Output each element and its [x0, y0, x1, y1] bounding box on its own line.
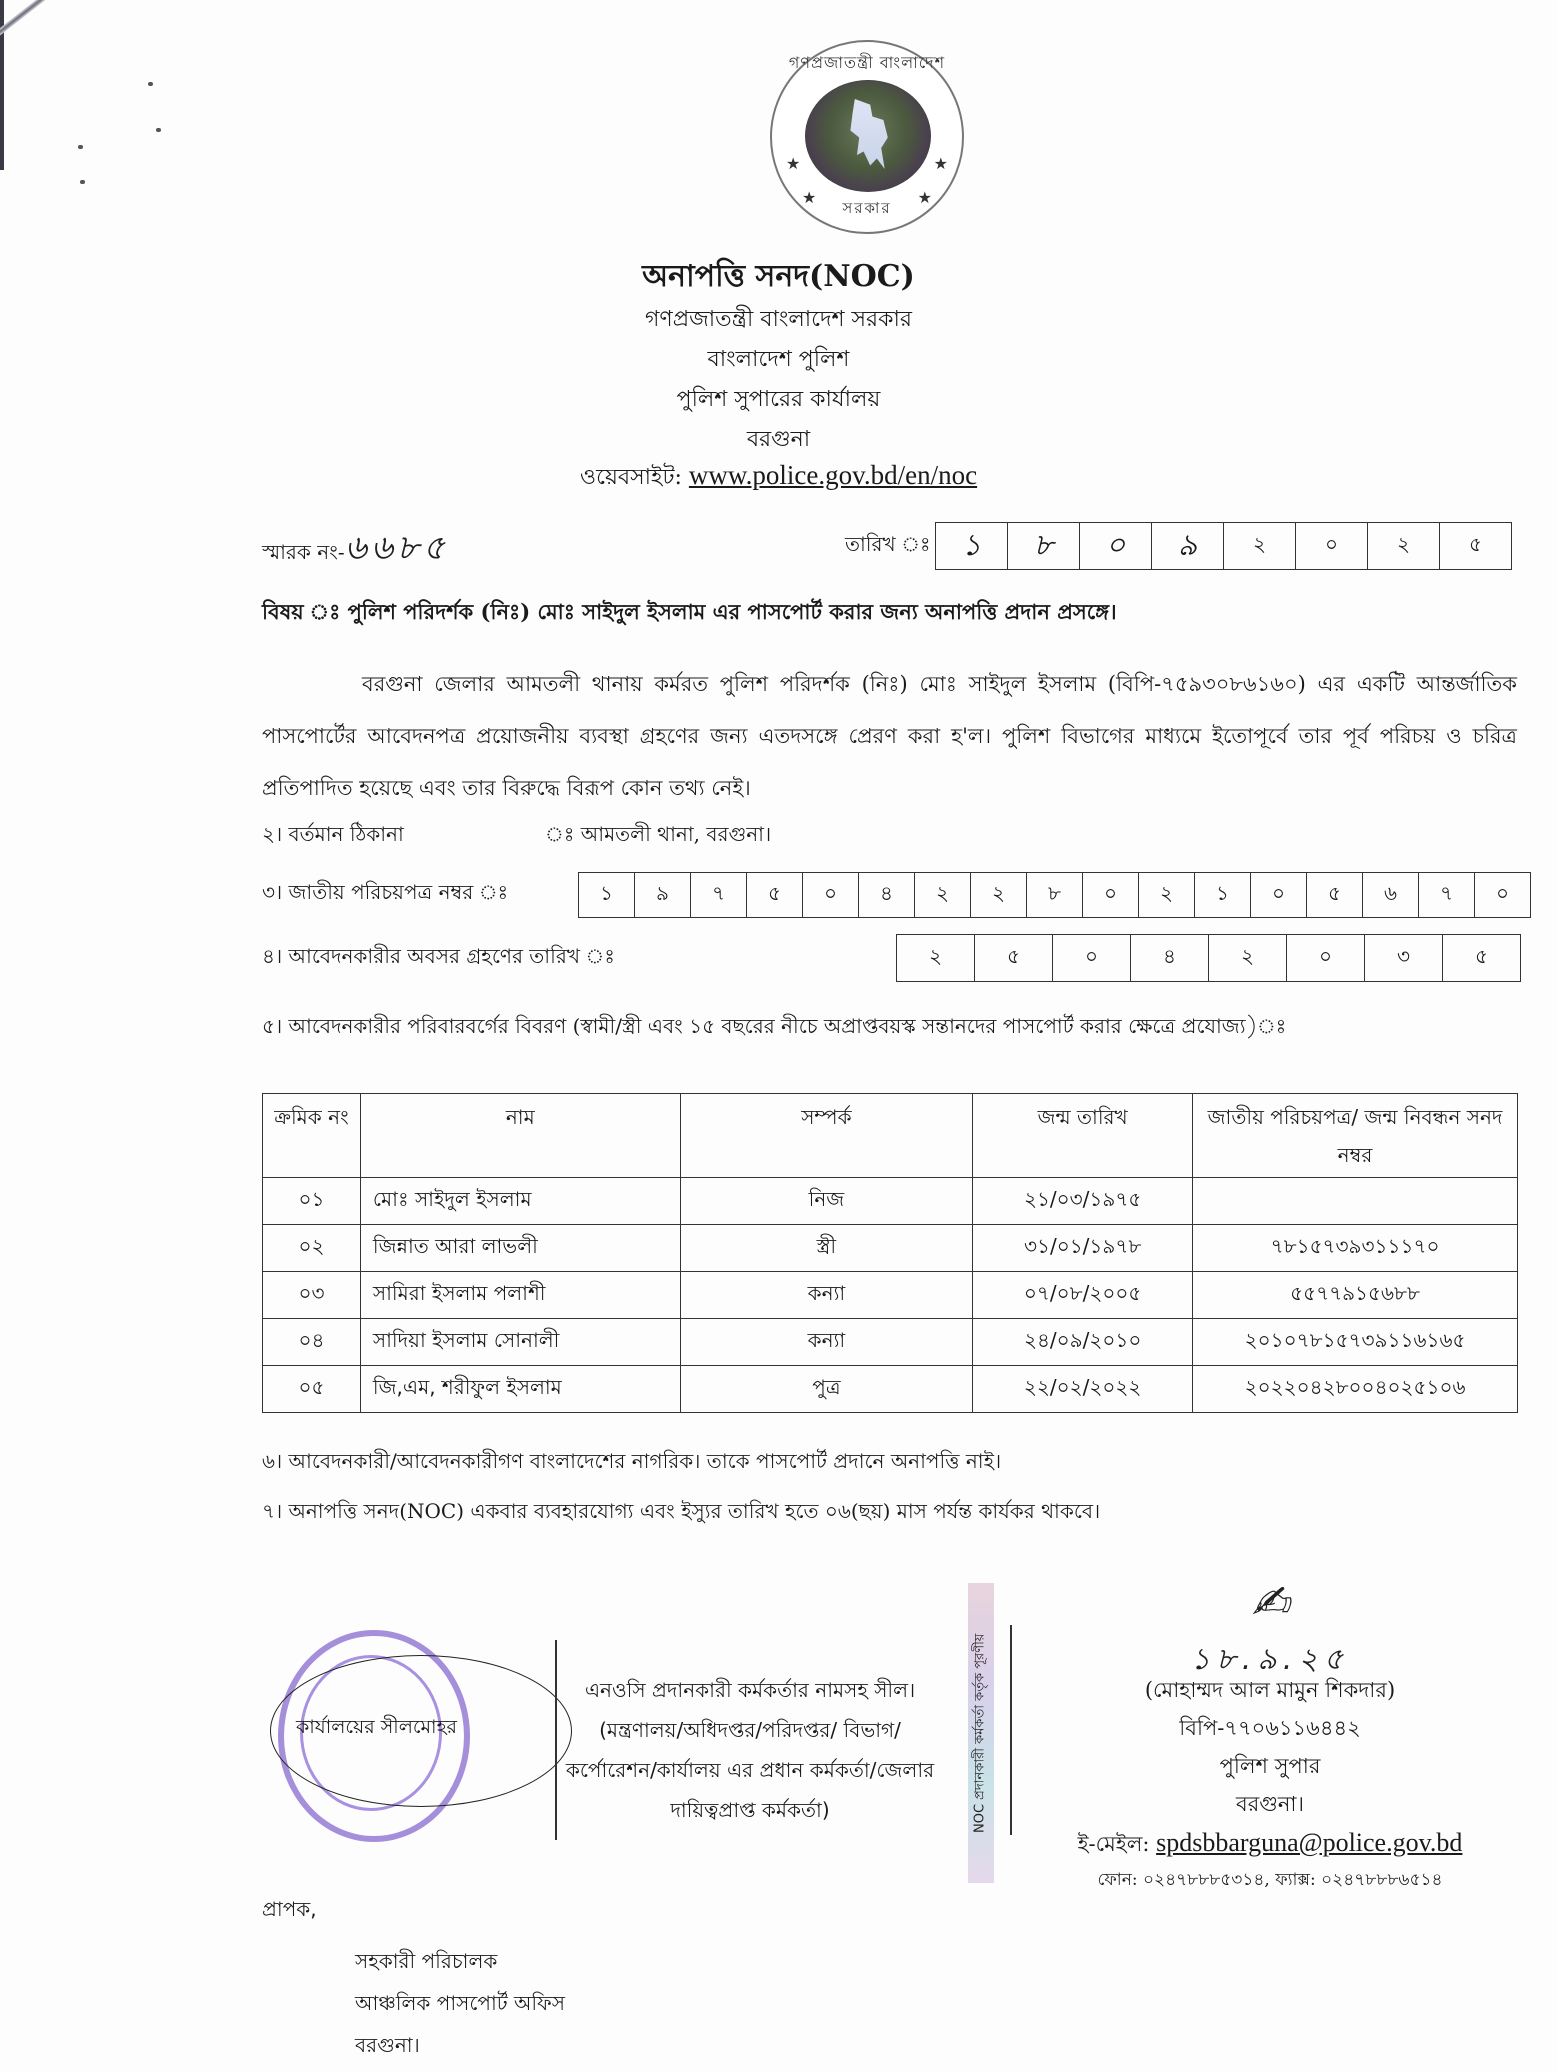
signatory-designation: পুলিশ সুপার: [1219, 1754, 1321, 1778]
recipient-line-district: বরগুনা।: [355, 2033, 420, 2057]
header-line-office: পুলিশ সুপারের কার্যালয়: [676, 387, 881, 412]
nid-digit-box: ৭: [1419, 873, 1475, 917]
address-label: ২। বর্তমান ঠিকানা: [262, 822, 404, 846]
office-seal-caption: কার্যালয়ের সীলমোহর: [296, 1716, 458, 1738]
scan-speck: [148, 82, 153, 86]
bangladesh-map-icon: [805, 80, 931, 192]
cell-relation: নিজ: [680, 1178, 973, 1225]
signatory-block: [1030, 1575, 1510, 1896]
memo-label: স্মারক নং-: [262, 540, 345, 564]
recipient-line-office: আঞ্চলিক পাসপোর্ট অফিস: [355, 1991, 565, 2015]
cell-dob: ২২/০২/২০২২: [973, 1366, 1193, 1413]
retirement-digit-box: ৫: [1475, 943, 1488, 968]
nid-digit-box: ০: [1083, 873, 1139, 917]
cell-name: মোঃ সাইদুল ইসলাম: [360, 1178, 680, 1225]
cell-id-number: ২০১০৭৮১৫৭৩৯১১৬১৬৫: [1193, 1319, 1518, 1366]
document-title: অনাপত্তি সনদ(NOC): [642, 259, 915, 294]
cell-relation: স্ত্রী: [680, 1225, 973, 1272]
website-link[interactable]: www.police.gov.bd/en/noc: [688, 460, 978, 490]
nid-boxes: [578, 872, 1531, 918]
header-line-district: বরগুনা: [746, 427, 811, 452]
memo-value: ৬৬৮৫: [344, 528, 449, 568]
nid-digit-box: ২: [971, 873, 1027, 917]
star-icon: ★: [933, 154, 948, 173]
table-row: [263, 1225, 1518, 1272]
family-table: [262, 1093, 1518, 1413]
cell-relation: কন্যা: [680, 1319, 973, 1366]
date-digit-box: ০: [1296, 523, 1368, 569]
address-value: ঃ আমতলী থানা, বরগুনা।: [545, 822, 772, 846]
subject-line: বিষয় ঃ পুলিশ পরিদর্শক (নিঃ) মোঃ সাইদুল ইসলাম এর পাসপোর্ট করার জন্য অনাপত্তি প্রদান প্রসঙ্গে।: [262, 599, 1117, 624]
email-label: ই-মেইল:: [1077, 1832, 1150, 1856]
validity-note: ৭। অনাপত্তি সনদ(NOC) একবার ব্যবহারযোগ্য এবং ইস্যুর তারিখ হতে ০৬(ছয়) মাস পর্যন্ত কার্যকর থাকবে।: [262, 1499, 1101, 1523]
cell-serial: ০১: [263, 1178, 361, 1225]
cell-id-number: ২০২২০৪২৮০০৪০২৫১০৬: [1193, 1366, 1518, 1413]
recipient-label: প্রাপক,: [262, 1897, 317, 1921]
date-digit-box: ২: [1368, 523, 1440, 569]
date-digit-box: ৯: [1152, 523, 1224, 569]
nid-digit-box: ৪: [859, 873, 915, 917]
seal-bottom-text: সরকার: [842, 199, 892, 217]
scan-speck: [78, 145, 83, 149]
date-digit-box: ০: [1080, 523, 1152, 569]
table-row: [263, 1366, 1518, 1413]
nid-digit-box: ৭: [691, 873, 747, 917]
cell-dob: ২১/০৩/১৯৭৫: [973, 1178, 1193, 1225]
nid-digit-box: ৫: [747, 873, 803, 917]
signature-mark: ✍︎: [1250, 1575, 1290, 1629]
authority-instructions: এনওসি প্রদানকারী কর্মকর্তার নামসহ সীল। (মন্ত্রণালয়/অধিদপ্তর/পরিদপ্তর/ বিভাগ/কর্পোরেশন/কার্যালয় এর প্রধান কর্মকর্তা/জেলার দায়িত্বপ্রাপ্ত কর্মকর্তা): [565, 1678, 935, 1822]
cell-serial: ০৪: [263, 1319, 361, 1366]
nid-digit-box: ২: [1139, 873, 1195, 917]
cell-id-number: ৫৫৭৭৯১৫৬৮৮: [1193, 1272, 1518, 1319]
seal-top-text: গণপ্রজাতন্ত্রী বাংলাদেশ: [788, 53, 946, 72]
column-header-relation: সম্পর্ক: [680, 1094, 973, 1178]
nid-digit-box: ৮: [1027, 873, 1083, 917]
column-header-id-number: জাতীয় পরিচয়পত্র/ জন্ম নিবন্ধন সনদ নম্বর: [1193, 1094, 1518, 1178]
cell-dob: ৩১/০১/১৯৭৮: [973, 1225, 1193, 1272]
signed-date: ১৮.৯.২৫: [1190, 1642, 1350, 1677]
nid-digit-box: ৫: [1307, 873, 1363, 917]
body-paragraph: বরগুনা জেলার আমতলী থানায় কর্মরত পুলিশ পরিদর্শক (নিঃ) মোঃ সাইদুল ইসলাম (বিপি-৭৫৯৩০৮৬১৬০) এর একটি আন্তর্জাতিক পাসপোর্টের আবেদনপত্র প্রয়োজনীয় ব্যবস্থা গ্রহণের জন্য এতদসঙ্গে প্রেরণ করা হ'ল। পুলিশ বিভাগের মাধ্যমে ইতোপূর্বে তার পূর্ব পরিচয় ও চরিত্র প্রতিপাদিত হয়েছে এবং তার বিরুদ্ধে বিরূপ কোন তথ্য নেই।: [262, 672, 1517, 800]
scan-speck: [156, 128, 161, 132]
cell-dob: ২৪/০৯/২০১০: [973, 1319, 1193, 1366]
retirement-digit-box: ০: [1053, 935, 1131, 981]
scan-speck: [80, 180, 85, 184]
retirement-digit-box: ৩: [1365, 935, 1443, 981]
header-line-police: বাংলাদেশ পুলিশ: [707, 347, 850, 372]
nid-digit-box: ৬: [1363, 873, 1419, 917]
retirement-digit-box: ৪: [1131, 935, 1209, 981]
column-header-name: নাম: [360, 1094, 680, 1178]
date-boxes: [935, 522, 1512, 570]
website-label: ওয়েবসাইট:: [579, 465, 682, 490]
column-header-dob: জন্ম তারিখ: [973, 1094, 1193, 1178]
paper-fold-crease: [0, 0, 214, 65]
family-intro: ৫। আবেদনকারীর পরিবারবর্গের বিবরণ (স্বামী/স্ত্রী এবং ১৫ বছরের নীচে অপ্রাপ্তবয়স্ক সন্তানদের পাসপোর্ট করার ক্ষেত্রে প্রযোজ্য)ঃ: [262, 1014, 1287, 1038]
phone-fax-line: ফোন: ০২৪৭৮৮৮৫৩১৪, ফ্যাক্স: ০২৪৭৮৮৮৬৫১৪: [1097, 1870, 1443, 1890]
recipient-line-title: সহকারী পরিচালক: [355, 1949, 498, 1973]
cell-name: সাদিয়া ইসলাম সোনালী: [360, 1319, 680, 1366]
retirement-date-label: ৪। আবেদনকারীর অবসর গ্রহণের তারিখ ঃ: [262, 944, 615, 968]
cell-name: সামিরা ইসলাম পলাশী: [360, 1272, 680, 1319]
memo-number: [262, 522, 449, 579]
retirement-digit-box: ২: [1209, 935, 1287, 981]
email-link[interactable]: spdsbbarguna@police.gov.bd: [1156, 1828, 1463, 1857]
signatory-bp-number: বিপি-৭৭০৬১১৬৪৪২: [1179, 1716, 1361, 1740]
nid-digit-box: ২: [915, 873, 971, 917]
date-digit-box: ৮: [1008, 523, 1080, 569]
cell-relation: কন্যা: [680, 1272, 973, 1319]
cell-name: জি,এম, শরীফুল ইসলাম: [360, 1366, 680, 1413]
table-row: [263, 1272, 1518, 1319]
nid-digit-box: ০: [1495, 880, 1509, 905]
website-line: [0, 460, 1557, 497]
header-line-government: গণপ্রজাতন্ত্রী বাংলাদেশ সরকার: [644, 307, 913, 332]
table-row: [263, 1319, 1518, 1366]
cell-id-number: [1193, 1178, 1518, 1225]
column-header-serial: ক্রমিক নং: [263, 1094, 361, 1178]
star-icon: ★: [786, 154, 801, 173]
cell-name: জিন্নাত আরা লাভলী: [360, 1225, 680, 1272]
cell-serial: ০২: [263, 1225, 361, 1272]
nid-label: ৩। জাতীয় পরিচয়পত্র নম্বর ঃ: [262, 880, 509, 904]
nid-digit-box: ১: [579, 873, 635, 917]
cell-id-number: ৭৮১৫৭৩৯৩১১১৭০: [1193, 1225, 1518, 1272]
date-digit-box: ১: [936, 523, 1008, 569]
footer-divider: [1010, 1625, 1012, 1835]
retirement-date-boxes: [896, 934, 1521, 982]
signatory-district: বরগুনা।: [1236, 1792, 1304, 1816]
cell-relation: পুত্র: [680, 1366, 973, 1413]
date-label: তারিখ ঃ: [845, 532, 931, 556]
retirement-digit-box: ০: [1287, 935, 1365, 981]
retirement-digit-box: ৫: [975, 935, 1053, 981]
table-row: [263, 1178, 1518, 1225]
table-header-row: [263, 1094, 1518, 1178]
nid-digit-box: ০: [803, 873, 859, 917]
nid-digit-box: ৯: [635, 873, 691, 917]
signatory-name: (মোহাম্মদ আল মামুন শিকদার): [1144, 1678, 1396, 1702]
nid-digit-box: ১: [1195, 873, 1251, 917]
cell-dob: ০৭/০৮/২০০৫: [973, 1272, 1193, 1319]
footer-divider: [555, 1640, 557, 1840]
citizenship-note: ৬। আবেদনকারী/আবেদনকারীগণ বাংলাদেশের নাগরিক। তাকে পাসপোর্ট প্রদানে অনাপত্তি নাই।: [262, 1449, 1002, 1473]
cell-serial: ০৩: [263, 1272, 361, 1319]
nid-digit-box: ০: [1251, 873, 1307, 917]
star-icon: ★: [917, 188, 932, 207]
date-digit-box: ৫: [1469, 531, 1482, 556]
date-digit-box: ২: [1224, 523, 1296, 569]
cell-serial: ০৫: [263, 1366, 361, 1413]
retirement-digit-box: ২: [897, 935, 975, 981]
recipient-address: [355, 1940, 565, 2066]
noc-officer-fill-label: NOC প্রদানকারী কর্মকর্তা কর্তৃক পূরণীয়: [968, 1583, 994, 1883]
email-line: [1030, 1823, 1510, 1864]
star-icon: ★: [802, 188, 817, 207]
government-seal: [770, 40, 964, 234]
